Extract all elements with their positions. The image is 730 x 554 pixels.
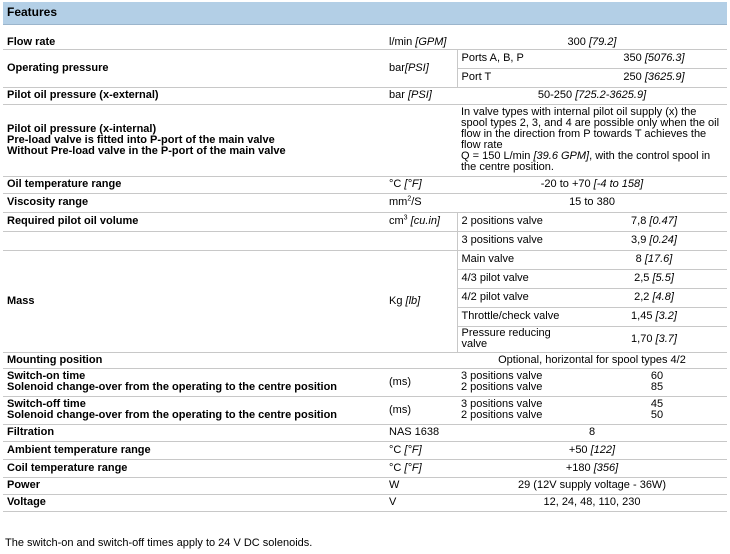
row-value: 15 to 380 [457,193,727,212]
row-unit: V [385,494,457,511]
row-value: -20 to +70 [-4 to 158] [457,176,727,193]
sub-value: 7,8 [0.47] [581,212,727,231]
row-mounting [3,352,727,368]
row-oil-temp [3,176,727,193]
row-power [3,477,727,494]
sub-value: 1,70 [3.7] [581,326,727,352]
row-flow-rate [3,37,727,49]
sub-value: 8 [17.6] [581,250,727,269]
row-label: Pilot oil pressure (x-internal) Pre-load valve is fitted into P-port of the main valve Without Pre-load valve in the P-port of the main valve [3,104,385,176]
row-unit: °C [°F] [385,441,457,459]
row-value: Optional, horizontal for spool types 4/2 [457,352,727,368]
sub-value: 350 [5076.3] [581,49,727,68]
row-label: Mass [3,250,385,352]
row-switch-on [3,368,727,396]
row-label: Flow rate [3,37,385,49]
row-label: Switch-off time Solenoid change-over from the operating to the centre position [3,396,385,424]
row-unit: W [385,477,457,494]
row-value: 50-250 [725.2-3625.9] [457,87,727,104]
row-value: 300 [79.2] [457,37,727,49]
row-unit: NAS 1638 [385,424,457,441]
row-label: Coil temperature range [3,459,385,477]
sub-name: 3 positions valve [457,231,581,250]
row-coil-temp [3,459,727,477]
row-unit: $mm^2/S$ [385,193,457,212]
row-value: +180 [356] [457,459,727,477]
row-unit: bar [PSI] [385,87,457,104]
row-value: 3 positions valve 60 2 positions valve 85 [457,368,727,396]
row-label: Viscosity range [3,193,385,212]
row-value: In valve types with internal pilot oil supply (x) the spool types 2, 3, and 4 are possible only when the oil flow in the direction from P towards T achieves the flow rate Q = 150 L/min [39.6 GPM], with the control spool in the centre position. [457,104,727,176]
row-value: +50 [122] [457,441,727,459]
sub-name: 4/3 pilot valve [457,269,581,288]
row-value: 29 (12V supply voltage - 36W) [457,477,727,494]
row-filtration [3,424,727,441]
section-title: Features [3,2,727,25]
row-unit: (ms) [385,396,457,424]
row-label: Operating pressure [3,49,385,87]
sub-value: 2,2 [4.8] [581,288,727,307]
row-unit: °C [°F] [385,459,457,477]
row-switch-off [3,396,727,424]
row-label: Pilot oil pressure (x-external) [3,87,385,104]
sub-name: 2 positions valve [457,212,581,231]
row-unit: °C [°F] [385,176,457,193]
row-value: 12, 24, 48, 110, 230 [457,494,727,511]
row-label: Switch-on time Solenoid change-over from the operating to the centre position [3,368,385,396]
row-unit: Kg [lb] [385,250,457,352]
row-viscosity [3,193,727,212]
row-label: Power [3,477,385,494]
row-voltage [3,494,727,511]
sub-name: Port T [457,68,581,87]
features-table [3,25,727,512]
row-pilot-external [3,87,727,104]
sub-value: 3,9 [0.24] [581,231,727,250]
sub-value: 2,5 [5.5] [581,269,727,288]
sub-name: Throttle/check valve [457,307,581,326]
row-mass [3,250,727,269]
row-unit: l/min [GPM] [385,37,457,49]
features-sheet [3,2,727,512]
row-label: Ambient temperature range [3,441,385,459]
row-label: Required pilot oil volume [3,212,385,231]
row-label: Oil temperature range [3,176,385,193]
row-ambient-temp [3,441,727,459]
row-operating-pressure [3,49,727,68]
row-pilot-volume-2 [3,231,727,250]
sub-name: 4/2 pilot valve [457,288,581,307]
sub-name: Pressure reducing valve [457,326,581,352]
row-unit: bar[PSI] [385,49,457,87]
row-pilot-volume [3,212,727,231]
sub-name: Main valve [457,250,581,269]
row-unit: $cm^3$ [cu.in] [385,212,457,231]
row-unit: (ms) [385,368,457,396]
sub-name: Ports A, B, P [457,49,581,68]
row-pilot-internal [3,104,727,176]
row-label: Voltage [3,494,385,511]
sub-value: 1,45 [3.2] [581,307,727,326]
row-label: Mounting position [3,352,385,368]
row-value: 3 positions valve 45 2 positions valve 50 [457,396,727,424]
row-label: Filtration [3,424,385,441]
footnote: The switch-on and switch-off times apply to 24 V DC solenoids. [5,537,313,549]
sub-value: 250 [3625.9] [581,68,727,87]
row-value: 8 [457,424,727,441]
